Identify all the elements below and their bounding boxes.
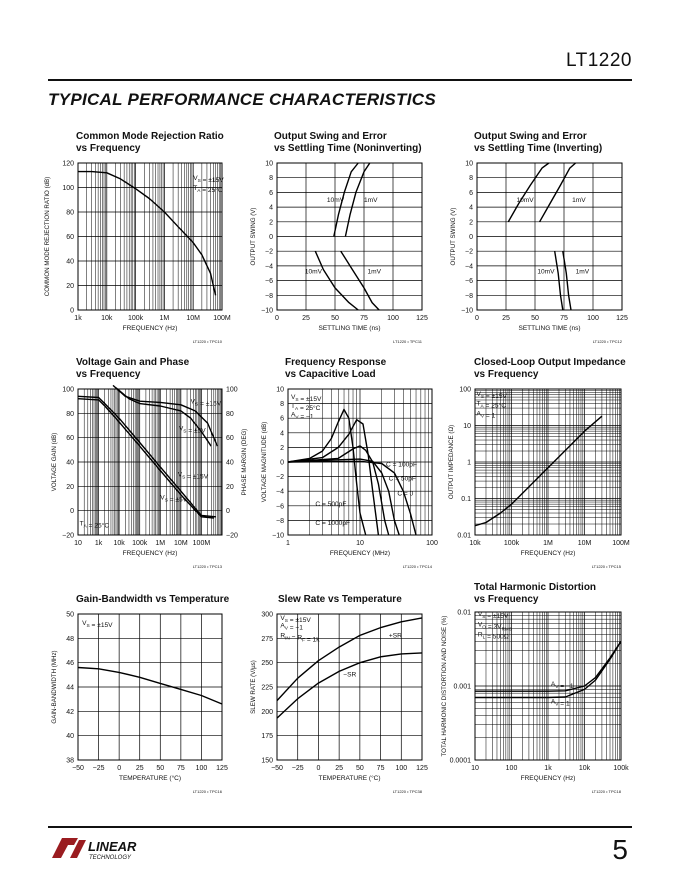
chart-annotation: $T_A = 25^\circ C$ — [193, 184, 223, 194]
y-tick-label: 0.001 — [453, 683, 471, 691]
x-tick-label: 75 — [560, 315, 568, 322]
y-tick-label: 10 — [465, 160, 473, 168]
y-tick-label: 150 — [261, 757, 273, 765]
y-tick-label: 100 — [62, 185, 74, 192]
y-tick-label: 10 — [265, 160, 273, 168]
y-tick-label: −6 — [465, 278, 473, 286]
x-tick-label: 25 — [135, 765, 144, 772]
x-tick-label: 0 — [316, 765, 321, 772]
y2-tick-label: 80 — [226, 410, 234, 418]
y-tick-label: 40 — [66, 733, 74, 741]
x-tick-label: 1k — [544, 765, 552, 772]
x-tick-label: 100 — [426, 540, 438, 547]
y-tick-label: −20 — [62, 532, 74, 540]
y-tick-label: 100 — [459, 386, 471, 394]
y-tick-label: −2 — [265, 248, 273, 256]
chart-annotation: 1mV — [364, 196, 378, 204]
x-tick-label: 125 — [416, 315, 428, 322]
x-tick-label: 10 — [471, 765, 479, 772]
y-axis-title: OUTPUT SWING (V) — [450, 207, 457, 266]
logo-icon — [48, 832, 148, 864]
y-tick-label: 40 — [66, 258, 74, 266]
chart1-title: Common Mode Rejection Ratio vs Frequency — [76, 131, 224, 154]
x-tick-label: 10M — [577, 540, 592, 547]
x-tick-label: 100k — [132, 540, 148, 547]
x-tick-label: 10 — [74, 540, 82, 547]
chart-annotation: $A_V = -1$ — [550, 681, 574, 690]
y-tick-label: 60 — [66, 234, 74, 241]
y-axis-title: VOLTAGE GAIN (dB) — [51, 432, 58, 492]
y2-tick-label: −20 — [226, 532, 238, 540]
x-tick-label: 100M — [192, 540, 211, 547]
y-axis-title: TOTAL HARMONIC DISTORTION AND NOISE (%) — [441, 615, 448, 757]
x-axis-title: FREQUENCY (Hz) — [122, 550, 178, 557]
x-tick-label: 10k — [578, 765, 591, 772]
x-tick-label: 100k — [503, 540, 520, 547]
x-tick-label: 0 — [117, 765, 122, 772]
y-tick-label: −8 — [465, 292, 473, 300]
chart5-title: Frequency Response vs Capacitive Load — [285, 357, 387, 380]
y-tick-label: −4 — [465, 263, 473, 271]
section-title: TYPICAL PERFORMANCE CHARACTERISTICS — [48, 90, 436, 109]
x-tick-label: 125 — [216, 765, 228, 772]
chart-annotation: $V_S = \pm 5V$ — [178, 425, 206, 435]
x-tick-label: 50 — [355, 765, 364, 772]
chart-footnote: LT1220 • TPC18 — [591, 789, 621, 794]
chart-footnote: LT1220 • TPC16 — [192, 789, 222, 794]
chart-annotation: C = 0 — [397, 490, 414, 498]
chart-annotation: $V_S = \pm 15V$ — [290, 394, 322, 404]
chart8-title: Slew Rate vs Temperature — [278, 594, 402, 605]
chart-annotation: 10mV — [537, 268, 555, 276]
chart-footnote: LT1220 • TPC11 — [393, 339, 422, 344]
x-axis-title: FREQUENCY (Hz) — [520, 550, 576, 557]
y-tick-label: 4 — [280, 430, 284, 438]
x-tick-label: 50 — [531, 315, 539, 322]
x-tick-label: 1 — [286, 540, 290, 547]
x-tick-label: 10k — [101, 315, 113, 322]
y-axis-title: SLEW RATE (V/µs) — [250, 660, 257, 714]
chart-annotation: $T_A = 25^\circ C$ — [476, 400, 506, 410]
chart4-title: Voltage Gain and Phase vs Frequency — [76, 357, 190, 380]
y-tick-label: 0.1 — [461, 496, 471, 503]
x-tick-label: 50 — [331, 315, 339, 322]
y2-tick-label: 40 — [226, 459, 234, 467]
y-axis-title: COMMON MODE REJECTION RATIO (dB) — [44, 176, 51, 297]
y-axis-title: VOLTAGE MAGNITUDE (dB) — [261, 421, 268, 503]
x-tick-label: −25 — [291, 765, 304, 772]
x-tick-label: 1k — [74, 315, 82, 322]
x-axis-title: FREQUENCY (Hz) — [520, 775, 576, 782]
x-tick-label: 1M — [159, 315, 170, 322]
chart-annotation: $R_L = 500\Omega$ — [477, 631, 509, 641]
x-tick-label: 125 — [416, 765, 428, 772]
y-tick-label: 44 — [66, 684, 74, 692]
x-axis-title: FREQUENCY (Hz) — [122, 325, 178, 332]
chart-footnote: LT1220 • TPC14 — [402, 564, 432, 569]
y-tick-label: 46 — [66, 660, 74, 668]
footer-rule — [48, 826, 632, 828]
chart-annotation: C = 500pF — [315, 500, 347, 508]
chart-annotation: C = 50pF — [388, 475, 416, 483]
x-tick-label: 75 — [376, 765, 385, 772]
y-tick-label: −4 — [276, 488, 284, 496]
x-tick-label: 0 — [275, 315, 279, 322]
chart-footnote: LT1220 • TPC12 — [592, 339, 622, 344]
x-tick-label: 10M — [186, 315, 201, 322]
y-tick-label: 250 — [261, 660, 273, 668]
y-tick-label: 38 — [66, 757, 74, 765]
linear-technology-logo — [48, 832, 148, 869]
chart-annotation: $R_{IN} = R_F = 1k$ — [280, 632, 320, 644]
y-tick-label: 0.0001 — [449, 757, 471, 765]
x-tick-label: 25 — [302, 315, 310, 322]
x-tick-label: 10k — [469, 540, 481, 547]
y-tick-label: −10 — [261, 307, 273, 315]
x-tick-label: 100M — [612, 540, 630, 547]
chart-annotation: C = 1000pF — [315, 519, 351, 527]
y2-tick-label: 20 — [226, 483, 234, 491]
x-tick-label: 10k — [113, 540, 125, 547]
y-tick-label: 0 — [280, 459, 284, 467]
y-tick-label: 2 — [280, 444, 284, 452]
chart-annotation: $V_S = \pm 5V$ — [160, 494, 188, 504]
x-tick-label: 1M — [543, 540, 553, 547]
y-tick-label: 4 — [469, 204, 473, 212]
chart-annotation: $A_V = 1$ — [550, 698, 570, 708]
y-tick-label: 40 — [66, 459, 74, 467]
y-tick-label: 80 — [66, 410, 74, 418]
x-tick-label: 100 — [395, 765, 408, 772]
y-tick-label: −10 — [272, 532, 284, 540]
y-tick-label: 0 — [269, 234, 273, 241]
y-tick-label: 48 — [66, 635, 74, 643]
y-axis-title: GAIN-BANDWIDTH (MHz) — [51, 650, 58, 724]
y-tick-label: 1 — [467, 459, 471, 467]
x-axis-title: SETTLING TIME (ns) — [518, 325, 581, 332]
y-tick-label: 0 — [469, 234, 473, 241]
y-tick-label: 6 — [269, 189, 273, 197]
chart-footnote: LT1220 • TPC38 — [392, 789, 422, 794]
x-axis-title: SETTLING TIME (ns) — [318, 325, 381, 332]
chart-annotation: 10mV — [304, 268, 323, 276]
y2-tick-label: 100 — [226, 386, 238, 394]
y-tick-label: 8 — [269, 175, 273, 183]
chart-annotation: 1mV — [575, 268, 590, 276]
x-tick-label: −50 — [271, 765, 283, 772]
y-tick-label: −4 — [265, 263, 273, 271]
y-tick-label: 6 — [469, 189, 473, 197]
y-tick-label: 2 — [469, 219, 473, 227]
chart-annotation: $V_S = \pm 15V$ — [280, 614, 311, 624]
y-tick-label: 300 — [261, 611, 273, 619]
x-tick-label: 0 — [475, 315, 479, 322]
chart-annotation: 10mV — [516, 196, 534, 204]
x-tick-label: 100 — [195, 765, 208, 772]
y-tick-label: −8 — [276, 517, 284, 525]
y-tick-label: −6 — [265, 278, 273, 286]
chart-annotation: $A_V = 1$ — [476, 410, 496, 420]
x-tick-label: 10 — [356, 540, 364, 547]
chart-plot-group — [441, 610, 629, 795]
y-tick-label: 200 — [261, 708, 273, 716]
x-tick-label: 1M — [155, 540, 166, 547]
y-tick-label: 8 — [280, 401, 284, 409]
y-tick-label: 60 — [66, 435, 74, 443]
chart-annotation: $T_A = 25^\circ C$ — [79, 520, 110, 530]
y-tick-label: 2 — [269, 219, 273, 227]
y-axis-title: OUTPUT SWING (V) — [250, 207, 257, 266]
chart7-title: Gain-Bandwidth vs Temperature — [76, 594, 230, 605]
logo-text: LINEAR — [88, 839, 137, 854]
chart-annotation: $V_S = \pm 15V$ — [190, 398, 222, 408]
chart-footnote: LT1220 • TPC10 — [192, 339, 222, 344]
x-tick-label: 100k — [128, 315, 144, 322]
x-axis-title: TEMPERATURE (°C) — [118, 775, 182, 782]
y-tick-label: −2 — [276, 474, 284, 482]
chart3-title: Output Swing and Error vs Settling Time (Inverting) — [474, 131, 603, 154]
y2-axis-title: PHASE MARGIN (DEG) — [241, 428, 248, 496]
y-tick-label: 20 — [66, 283, 74, 290]
chart-annotation: $V_S = \pm 15V$ — [476, 390, 507, 400]
y-tick-label: 225 — [261, 684, 273, 692]
y-tick-label: 10 — [463, 423, 471, 430]
y-tick-label: 80 — [66, 209, 74, 217]
chart-annotation: C = 100pF — [386, 461, 418, 469]
x-axis-title: TEMPERATURE (°C) — [318, 775, 381, 782]
x-tick-label: 75 — [360, 315, 368, 322]
y-tick-label: 175 — [261, 733, 273, 741]
x-tick-label: −25 — [92, 765, 105, 772]
y-tick-label: 0.01 — [457, 532, 471, 540]
y-tick-label: −6 — [276, 503, 284, 511]
chart-annotation: 1mV — [367, 268, 382, 276]
y2-tick-label: 60 — [226, 435, 234, 443]
y-tick-label: 20 — [66, 483, 74, 491]
chart-annotation: $V_S = \pm 15V$ — [193, 175, 224, 185]
chart9-title: Total Harmonic Distortion vs Frequency — [474, 582, 597, 605]
x-tick-label: 100M — [213, 315, 231, 322]
x-axis-title: FREQUENCY (MHz) — [329, 550, 391, 557]
y-tick-label: 10 — [276, 386, 284, 394]
x-tick-label: 100 — [387, 315, 399, 322]
chart-annotation: $T_A = 25^\circ C$ — [290, 402, 321, 412]
x-tick-label: 25 — [502, 315, 510, 322]
y-tick-label: 4 — [269, 204, 273, 212]
y-tick-label: −10 — [461, 307, 473, 315]
x-tick-label: 100k — [613, 765, 629, 772]
chart-annotation: $A_V = -1$ — [290, 411, 314, 421]
y-tick-label: 0.01 — [457, 609, 471, 617]
chart-annotation: +SR — [388, 632, 402, 640]
part-number: LT1220 — [565, 50, 632, 71]
page-number: 5 — [612, 834, 628, 865]
chart-annotation: $A_V = -1$ — [280, 622, 303, 632]
chart-annotation: 1mV — [572, 196, 586, 204]
x-tick-label: 125 — [616, 315, 628, 322]
chart-annotation: $V_S = \pm 15V$ — [177, 471, 209, 481]
y-tick-label: −2 — [465, 248, 473, 256]
chart2-title: Output Swing and Error vs Settling Time (Noninverting) — [274, 131, 422, 154]
chart-annotation: $V_S = \pm 15V$ — [477, 611, 509, 621]
x-tick-label: 100 — [505, 765, 518, 772]
chart-annotation: −SR — [343, 671, 357, 679]
y-tick-label: 50 — [66, 611, 74, 619]
y-tick-label: 0 — [70, 307, 74, 315]
chart-annotation: $V_S = \pm 15V$ — [82, 619, 113, 629]
chart-footnote: LT1220 • TPC15 — [591, 564, 621, 569]
y-tick-label: 120 — [62, 160, 74, 168]
y-tick-label: 0 — [70, 508, 74, 516]
chart-footnote: LT1220 • TPC13 — [192, 564, 222, 569]
y-tick-label: −8 — [265, 292, 273, 300]
x-tick-label: 50 — [156, 765, 165, 772]
chart-annotation: 10mV — [326, 196, 345, 204]
x-tick-label: 10M — [174, 540, 188, 547]
y-tick-label: 100 — [62, 386, 74, 394]
x-tick-label: 100 — [587, 315, 599, 322]
y-tick-label: 42 — [66, 708, 74, 716]
y-axis-title: OUTPUT IMPEDANCE (Ω) — [448, 424, 455, 500]
x-tick-label: 75 — [176, 765, 185, 772]
y-tick-label: 6 — [280, 415, 284, 423]
chart6-title: Closed-Loop Output Impedance vs Frequency — [474, 357, 626, 380]
x-tick-label: 1k — [94, 540, 103, 547]
y2-tick-label: 0 — [226, 508, 230, 516]
logo-subtext: TECHNOLOGY — [89, 855, 132, 861]
y-tick-label: 8 — [469, 175, 473, 183]
x-tick-label: −50 — [72, 765, 84, 772]
chart-annotation: $V_O = 3V_{RMS}$ — [477, 621, 512, 632]
y-tick-label: 275 — [261, 635, 273, 643]
x-tick-label: 25 — [335, 765, 344, 772]
